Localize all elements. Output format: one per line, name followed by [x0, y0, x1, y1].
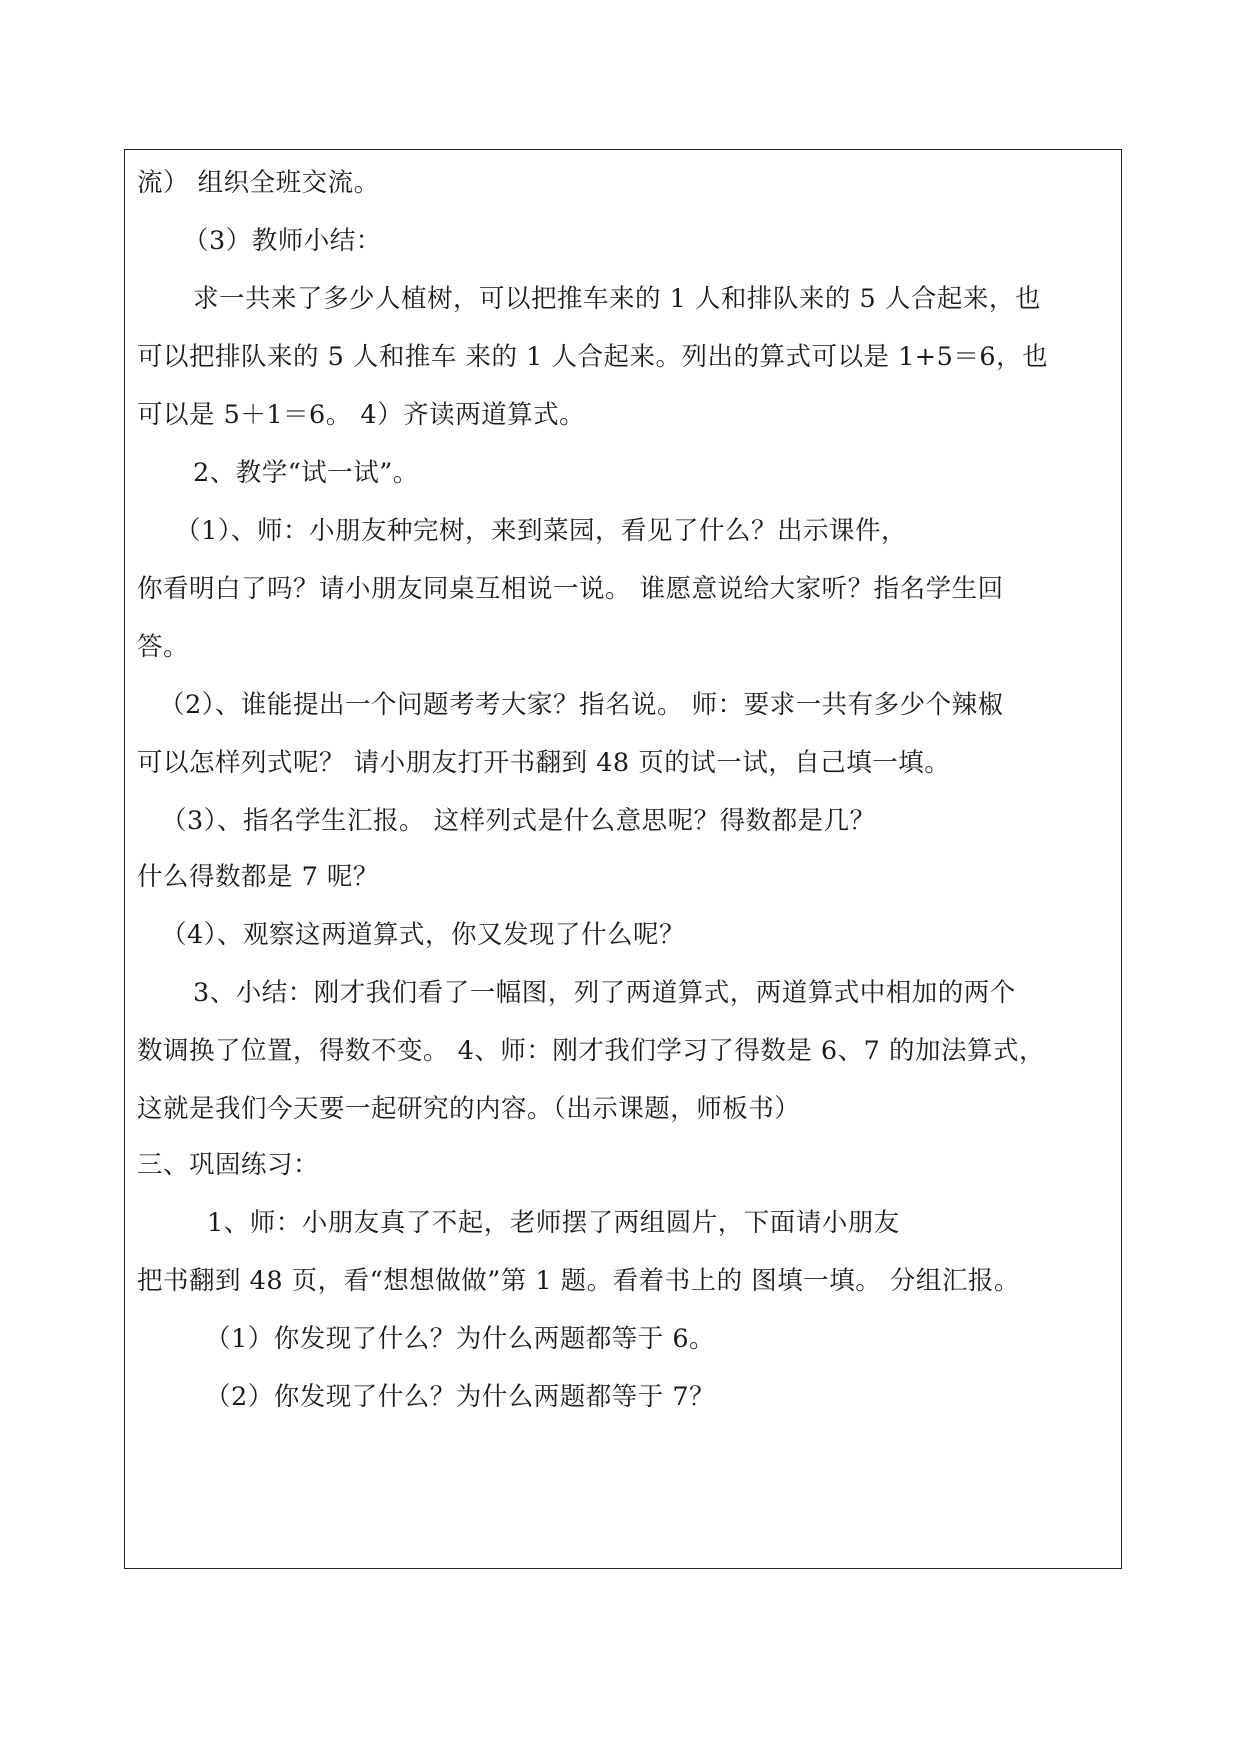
text-line: 把书翻到 48 页，看“想想做做”第 1 题。看着书上的 图填一填。 分组汇报。 — [137, 1266, 1020, 1296]
text-line: 答。 — [137, 632, 190, 662]
text-line: （3）、指名学生汇报。 这样列式是什么意思呢？得数都是几？ — [161, 806, 876, 836]
text-line: 三、巩固练习： — [137, 1150, 320, 1180]
text-line: （2）你发现了什么？为什么两题都等于 7？ — [205, 1382, 716, 1412]
text-line: 1、师：小朋友真了不起，老师摆了两组圆片，下面请小朋友 — [207, 1208, 900, 1238]
text-line: 可以是 5＋1＝6。 4）齐读两道算式。 — [137, 400, 586, 430]
text-line: （4）、观察这两道算式，你又发现了什么呢？ — [161, 920, 685, 950]
text-line: （2）、谁能提出一个问题考考大家？指名说。 师：要求一共有多少个辣椒 — [159, 690, 1004, 720]
text-line: 这就是我们今天要一起研究的内容。（出示课题，师板书） — [137, 1094, 801, 1124]
text-line: 3、小结：刚才我们看了一幅图，列了两道算式，两道算式中相加的两个 — [193, 978, 1016, 1008]
text-line: 可以怎样列式呢？ 请小朋友打开书翻到 48 页的试一试，自己填一填。 — [137, 748, 951, 778]
text-line: 你看明白了吗？请小朋友同桌互相说一说。 谁愿意说给大家听？指名学生回 — [137, 574, 1004, 604]
text-line: 数调换了位置，得数不变。 4、师：刚才我们学习了得数是 6、7 的加法算式， — [137, 1036, 1045, 1066]
text-line: 流） 组织全班交流。 — [137, 168, 380, 198]
text-line: （1）、师：小朋友种完树，来到菜园，看见了什么？出示课件， — [175, 516, 907, 546]
content-frame — [124, 149, 1122, 1569]
text-line: 可以把排队来的 5 人和推车 来的 1 人合起来。列出的算式可以是 1+5＝6，也 — [137, 342, 1049, 372]
text-line: 2、教学“试一试”。 — [193, 458, 419, 488]
text-line: 什么得数都是 7 呢？ — [137, 862, 379, 892]
text-line: （1）你发现了什么？为什么两题都等于 6。 — [205, 1324, 716, 1354]
text-line: 求一共来了多少人植树，可以把推车来的 1 人和排队来的 5 人合起来，也 — [193, 284, 1041, 314]
text-line: （3）教师小结： — [183, 226, 382, 256]
